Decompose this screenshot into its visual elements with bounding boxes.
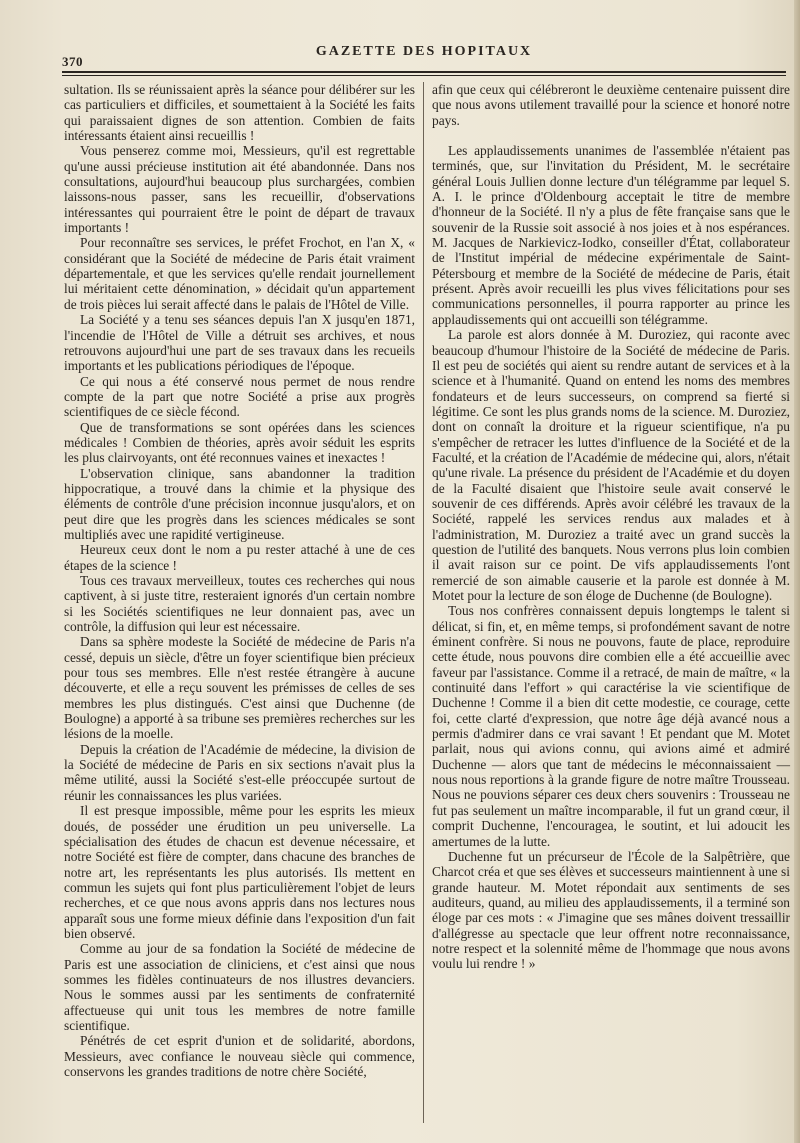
paragraph: Duchenne fut un précurseur de l'École de la Salpêtrière, que Charcot créa et que ses élèves et successeurs maintiennent à une si grande hauteur. M. Motet répondait aux sentiments de ses auditeurs, quand, au milieu des applaudissements, il a terminé son éloge par ces mots : « J'imagine que ses mânes doivent tressaillir d'allégresse au spectacle que leur offrent notre reconnaissance, notre respect et la solennité même de l'hommage que nous avons voulu lui rendre ! » (432, 848, 790, 972)
paragraph: Heureux ceux dont le nom a pu rester attaché à une de ces étapes de la science ! (64, 542, 416, 573)
paragraph: afin que ceux qui célébreront le deuxième centenaire puissent dire que nous avons utilement travaillé pour la science et honoré notre pays. (432, 82, 790, 128)
paragraph: Tous ces travaux merveilleux, toutes ces recherches qui nous captivent, à si juste titre, resteraient ignorés d'un certain nombre si les Sociétés scientifiques ne leur donnaient pas, avec un contrôle, la diffusion qui leur est nécessaire. (64, 573, 416, 635)
paragraph: Il est presque impossible, même pour les esprits les mieux doués, de posséder une érudition un peu universelle. La spécialisation des études de chacun est devenue nécessaire, et notre Société est fière de compter, dans chacune des branches de notre art, les représentants les plus autorisés. Ils mettent en commun les sujets qui font plus particulièrement l'objet de leurs recherches, et ce que nous avons appris dans nos lectures nous apparaît sous une forme mieux définie dans l'exposition d'un fait bien observé. (64, 803, 416, 941)
article-columns (64, 82, 790, 1123)
paragraph: Pour reconnaître ses services, le préfet Frochot, en l'an X, « considérant que la Société de médecine de Paris était vraiment départementale, et que les services qu'elle rendait journellement lui méritaient cette dénomination, » décidait qu'un appartement de trois pièces lui serait affecté dans le palais de l'Hôtel de Ville. (64, 235, 416, 312)
paragraph: Vous penserez comme moi, Messieurs, qu'il est regrettable qu'une aussi précieuse institution ait été abandonnée. Dans nos consultations, aujourd'hui beaucoup plus surchargées, combien laissons-nous passer, sans les recueillir, d'observations intéressantes qui pourraient être le point de départ de travaux importants ! (64, 143, 416, 236)
paragraph: Ce qui nous a été conservé nous permet de nous rendre compte de la part que notre Société a prise aux progrès scientifiques de ce siècle fécond. (64, 373, 416, 420)
left-column (64, 82, 423, 1123)
right-column (423, 82, 790, 1123)
paragraph: Dans sa sphère modeste la Société de médecine de Paris n'a cessé, depuis un siècle, d'être un foyer scientifique bien précieux pour tous ses membres. Elle n'est restée étrangère à aucune découverte, et elle a reçu souvent les prémisses de celles de ses membres les plus distingués. C'est ainsi que Duchenne (de Boulogne) a apporté à sa tribune ses premières recherches sur les lésions de la moelle. (64, 634, 416, 742)
page-edge (794, 0, 800, 1143)
running-title: GAZETTE DES HOPITAUX (315, 44, 533, 59)
paragraph: Pénétrés de cet esprit d'union et de solidarité, abordons, Messieurs, avec confiance le nouveau siècle qui commence, conservons les grandes traditions de notre chère Société, (64, 1033, 416, 1079)
page-number: 370 (62, 54, 83, 69)
paragraph: Que de transformations se sont opérées dans les sciences médicales ! Combien de théories, après avoir séduit les esprits les plus clairvoyants, ont été reconnues vaines et inexactes ! (64, 419, 416, 466)
page-header (62, 40, 786, 74)
paragraph: La parole est alors donnée à M. Duroziez, qui raconte avec beaucoup d'humour l'histoire de la Société de médecine de Paris. Il est peu de sociétés qui aient su rendre autant de services et à la science et à l'humanité. Quand on entend les noms des membres fondateurs et de leurs successeurs, on comprend sa fierté si légitime. Ce sont les plus grands noms de la science. M. Duroziez, dont on connaît la droiture et la rigueur scientifique, n'a pu s'empêcher de retracer les luttes d'influence de la Société et de la Faculté, et la création de l'Académie de médecine qui, alors, n'était qu'une rivale. La présence du président de l'Académie et du doyen de la Faculté disaient que l'histoire seule avait conservé le souvenir de ces différends. Après avoir célébré les travaux de la Société, rappelé les services rendus aux malades et à l'administration, M. Duroziez a traité avec un grand succès la question de l'utilité des banquets. Nous verrons plus loin combien il avait raison sur ce point. De vifs applaudissements l'ont remercié de son aimable causerie et la parole est donnée à M. Motet pour la lecture de son éloge de Duchenne (de Boulogne). (432, 327, 790, 603)
paragraph: Depuis la création de l'Académie de médecine, la division de la Société de médecine de Paris en six sections n'avait plus la même utilité, aussi la Société s'est-elle préoccupée surtout de réunir les connaissances les plus variées. (64, 741, 416, 803)
paragraph: Les applaudissements unanimes de l'assemblée n'étaient pas terminés, que, sur l'invitation du Président, M. le secrétaire général Louis Jullien donne lecture d'un télégramme par lequel S. A. I. le prince d'Oldenbourg acceptait le titre de membre d'honneur de la Société. Il n'y a plus de fête française sans que le souvenir de la Russie soit associé à nos joies et à nos espérances. M. Jacques de Narkievicz-Iodko, conseiller d'État, collaborateur de l'Institut impérial de médecine expérimentale de Saint-Pétersbourg et membre de la Société de médecine de Paris, était présent. Après avoir recueilli les plus vives félicitations pour ses communications personnelles, il pourra rapporter au prince les applaudissements qui ont accueilli son télégramme. (432, 143, 790, 327)
paragraph: sultation. Ils se réunissaient après la séance pour délibérer sur les cas particuliers et difficiles, et soumettaient à la Société les faits qui paraissaient dignes de son attention. Combien de faits intéressants étaient ainsi recueillis ! (64, 82, 416, 144)
paragraph: L'observation clinique, sans abandonner la tradition hippocratique, a trouvé dans la chimie et la physique des éléments de contrôle d'une précision inconnue jusqu'alors, et on peut dire que les progrès dans les sciences médicales se sont multipliés avec une rapidité vertigineuse. (64, 465, 416, 542)
paragraph: Comme au jour de sa fondation la Société de médecine de Paris est une association de cliniciens, et c'est ainsi que nous sommes les fidèles continuateurs de nos illustres devanciers. Nous le sommes aussi par les sentiments de confraternité affectueuse qui unit tous les membres de notre famille scientifique. (64, 941, 416, 1033)
paragraph: Tous nos confrères connaissent depuis longtemps le talent si délicat, si fin, et, en même temps, si profondément savant de notre éminent confrère. Si nous ne pouvons, faute de place, reproduire cette étude, nous pouvons dire combien elle a été accueillie avec faveur par l'assistance. Comme il a retracé, de main de maître, « la continuité dans l'effort » qui caractérise la vie scientifique de Duchenne ! Comme il a bien dit cette modestie, ce courage, cette foi, cette clarté d'expression, que notre âge déjà avancé nous a permis d'admirer dans ce vrai savant ! Et pendant que M. Motet parlait, nous qui avions connu, qui avions aimé et admiré Duchenne — alors que tant de médecins le méconnaissaient — nous nous reportions à la grande figure de notre maître Trousseau. Nous ne pouvions séparer ces deux chers souvenirs : Trousseau ne fut pas seulement un maître incomparable, il fut un grand cœur, il comprit Duchenne, l'encouragea, le soutint, et lui adoucit les amertumes de la lutte. (432, 603, 790, 849)
paragraph: La Société y a tenu ses séances depuis l'an X jusqu'en 1871, l'incendie de l'Hôtel de Ville a détruit ses archives, et nous retrouvons aujourd'hui une part de ses travaux dans les recueils importants et les publications périodiques de l'époque. (64, 312, 416, 374)
header-rule (62, 71, 786, 76)
